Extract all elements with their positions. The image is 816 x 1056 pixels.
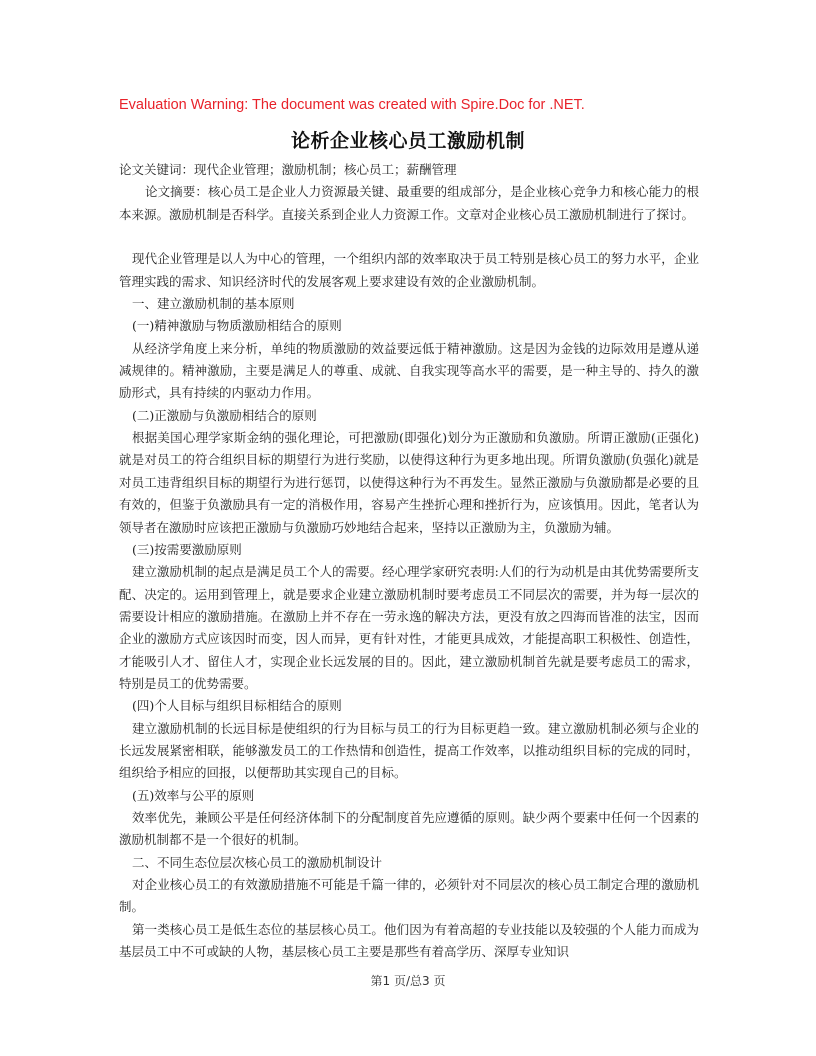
keywords-line: 论文关键词：现代企业管理；激励机制；核心员工；薪酬管理 <box>119 162 457 177</box>
evaluation-warning: Evaluation Warning: The document was created with Spire.Doc for .NET. <box>119 97 585 113</box>
abstract-paragraph: 论文摘要：核心员工是企业人力资源最关键、最重要的组成部分，是企业核心竞争力和核心能力的根本来源。激励机制是否科学。直接关系到企业人力资源工作。文章对企业核心员工激励机制进行了探讨。 <box>119 184 699 222</box>
section-heading: 一、建立激励机制的基本原则 <box>132 296 295 312</box>
body-paragraph: 从经济学角度上来分析，单纯的物质激励的效益要远低于精神激励。这是因为金钱的边际效用是遵从递减规律的。精神激励，主要是满足人的尊重、成就、自我实现等高水平的需要，是一种主导的、持久的激励形式，具有持续的内驱动力作用。 <box>119 340 699 401</box>
document-body <box>119 159 699 963</box>
body-paragraph: 根据美国心理学家斯金纳的强化理论，可把激励(即强化)划分为正激励和负激励。所谓正激励(正强化)就是对员工的符合组织目标的期望行为进行奖励，以使得这种行为更多地出现。所谓负激励(负强化)就是对员工违背组织目标的期望行为进行惩罚，以使得这种行为不再发生。显然正激励与负激励都是必要的且有效的，但鉴于负激励具有一定的消极作用，容易产生挫折心理和挫折行为，应该慎用。因此，笔者认为领导者在激励时应该把正激励与负激励巧妙地结合起来，坚持以正激励为主，负激励为辅。 <box>119 430 699 535</box>
subsection-heading: (四)个人目标与组织目标相结合的原则 <box>132 698 342 714</box>
body-paragraph: 效率优先，兼顾公平是任何经济体制下的分配制度首先应遵循的原则。缺少两个要素中任何一个因素的激励机制都不是一个很好的机制。 <box>119 809 699 848</box>
body-paragraph: 现代企业管理是以人为中心的管理，一个组织内部的效率取决于员工特别是核心员工的努力水平，企业管理实践的需求、知识经济时代的发展客观上要求建设有效的企业激励机制。 <box>119 251 699 289</box>
subsection-heading: (一)精神激励与物质激励相结合的原则 <box>132 318 342 334</box>
blank-line <box>119 226 699 248</box>
body-paragraph: 对企业核心员工的有效激励措施不可能是千篇一律的，必须针对不同层次的核心员工制定合理的激励机制。 <box>119 877 699 915</box>
section-heading: 二、不同生态位层次核心员工的激励机制设计 <box>132 854 383 870</box>
subsection-heading: (二)正激励与负激励相结合的原则 <box>132 407 317 423</box>
document-title: 论析企业核心员工激励机制 <box>290 130 525 152</box>
body-paragraph: 建立激励机制的长远目标是使组织的行为目标与员工的行为目标更趋一致。建立激励机制必须与企业的长远发展紧密相联，能够激发员工的工作热情和创造性，提高工作效率，以推动组织目标的完成的同时，组织给予相应的回报，以便帮助其实现自己的目标。 <box>119 720 699 781</box>
body-paragraph: 第一类核心员工是低生态位的基层核心员工。他们因为有着高超的专业技能以及较强的个人能力而成为基层员工中不可或缺的人物，基层核心员工主要是那些有着高学历、深厚专业知识 <box>119 921 699 960</box>
page-number-footer: 第1 页/总3 页 <box>370 974 446 988</box>
subsection-heading: (五)效率与公平的原则 <box>132 787 255 803</box>
subsection-heading: (三)按需要激励原则 <box>132 541 242 557</box>
body-paragraph: 建立激励机制的起点是满足员工个人的需要。经心理学家研究表明:人们的行为动机是由其优势需要所支配、决定的。运用到管理上，就是要求企业建立激励机制时要考虑员工不同层次的需要，并为每一层次的需要设计相应的激励措施。在激励上并不存在一劳永逸的解决方法，更没有放之四海而皆准的法宝，因而企业的激励方式应该因时而变，因人而异，更有针对性，才能更具成效，才能提高职工积极性、创造性，才能吸引人才、留住人才，实现企业长远发展的目的。因此，建立激励机制首先就是要考虑员工的需求，特别是员工的优势需要。 <box>119 564 699 691</box>
